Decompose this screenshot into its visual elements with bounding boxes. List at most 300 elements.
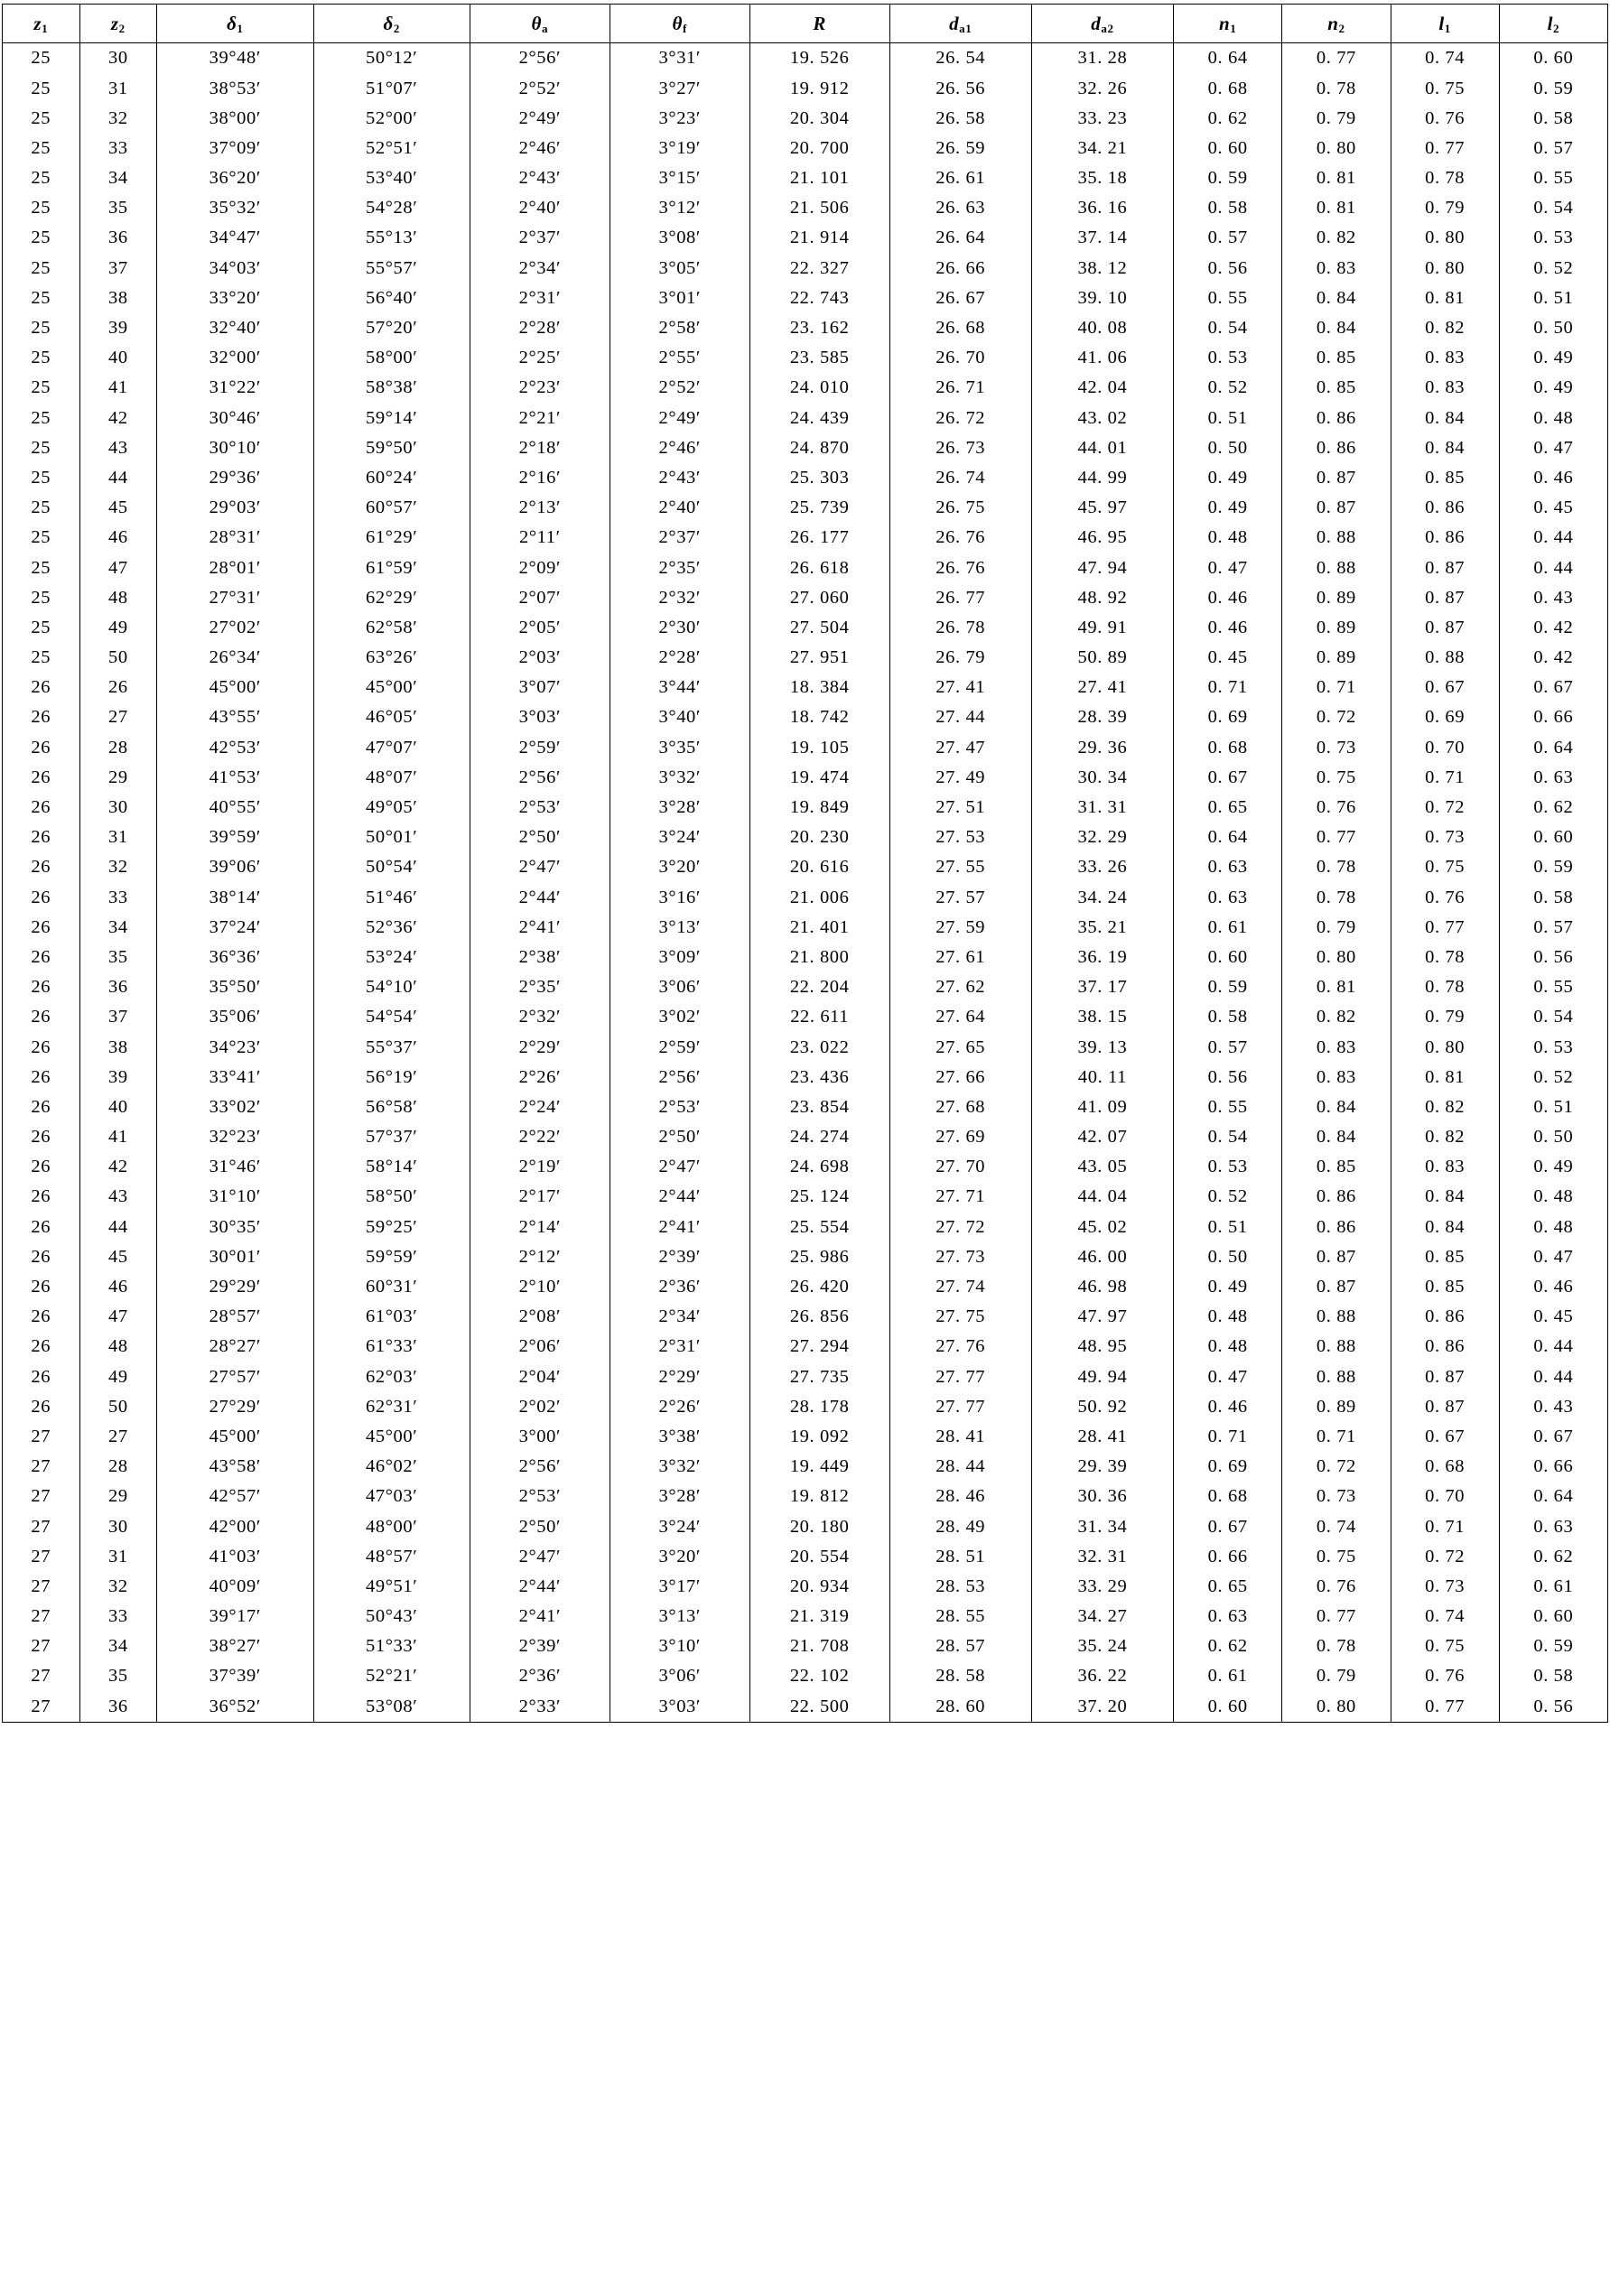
cell-l1: 0. 73 (1391, 1572, 1499, 1602)
cell-n1: 0. 45 (1174, 643, 1282, 673)
cell-n2: 0. 86 (1282, 1182, 1391, 1212)
cell-n1: 0. 55 (1174, 1092, 1282, 1122)
cell-z1: 27 (3, 1452, 80, 1482)
cell-n2: 0. 77 (1282, 823, 1391, 852)
cell-l2: 0. 63 (1499, 763, 1607, 793)
cell-l2: 0. 62 (1499, 793, 1607, 823)
cell-theta_f: 3°12′ (610, 193, 749, 223)
cell-R: 27. 294 (749, 1332, 889, 1362)
cell-l2: 0. 53 (1499, 1032, 1607, 1062)
cell-n1: 0. 51 (1174, 403, 1282, 432)
cell-l1: 0. 71 (1391, 763, 1499, 793)
cell-l1: 0. 75 (1391, 1631, 1499, 1661)
cell-n2: 0. 86 (1282, 1212, 1391, 1241)
cell-da1: 27. 62 (889, 972, 1031, 1002)
table-row (3, 1691, 1608, 1722)
cell-theta_f: 2°35′ (610, 553, 749, 582)
cell-theta_a: 2°04′ (470, 1362, 610, 1391)
cell-da1: 28. 58 (889, 1661, 1031, 1691)
cell-da2: 34. 24 (1031, 882, 1173, 912)
cell-theta_f: 2°44′ (610, 1182, 749, 1212)
cell-l2: 0. 58 (1499, 882, 1607, 912)
cell-theta_f: 2°26′ (610, 1391, 749, 1421)
cell-R: 19. 849 (749, 793, 889, 823)
table-row (3, 943, 1608, 972)
cell-theta_f: 2°50′ (610, 1122, 749, 1152)
cell-l1: 0. 84 (1391, 432, 1499, 462)
cell-z1: 27 (3, 1691, 80, 1722)
column-header-subscript: a (542, 22, 549, 36)
cell-d2: 58°38′ (313, 373, 470, 403)
cell-z2: 49 (79, 613, 157, 643)
cell-z2: 26 (79, 673, 157, 702)
table-row (3, 1482, 1608, 1511)
cell-theta_f: 3°23′ (610, 103, 749, 133)
cell-da1: 27. 75 (889, 1302, 1031, 1332)
cell-z2: 33 (79, 882, 157, 912)
cell-l2: 0. 54 (1499, 193, 1607, 223)
cell-z2: 40 (79, 1092, 157, 1122)
cell-R: 21. 708 (749, 1631, 889, 1661)
cell-d2: 59°59′ (313, 1242, 470, 1272)
cell-n2: 0. 77 (1282, 43, 1391, 74)
cell-theta_a: 2°21′ (470, 403, 610, 432)
cell-da2: 42. 07 (1031, 1122, 1173, 1152)
table-row (3, 253, 1608, 283)
column-header-symbol: θ (531, 12, 543, 34)
column-header-l1 (1391, 5, 1499, 43)
cell-d2: 51°33′ (313, 1631, 470, 1661)
cell-z2: 32 (79, 1572, 157, 1602)
cell-R: 19. 526 (749, 43, 889, 74)
cell-z2: 28 (79, 732, 157, 762)
cell-d2: 52°51′ (313, 134, 470, 163)
cell-n1: 0. 48 (1174, 523, 1282, 553)
cell-z1: 25 (3, 343, 80, 373)
table-row (3, 912, 1608, 942)
cell-d1: 38°14′ (157, 882, 313, 912)
table-row (3, 643, 1608, 673)
cell-R: 21. 101 (749, 163, 889, 193)
cell-theta_f: 3°02′ (610, 1002, 749, 1032)
cell-R: 19. 812 (749, 1482, 889, 1511)
cell-l2: 0. 48 (1499, 403, 1607, 432)
column-header-theta_f (610, 5, 749, 43)
cell-theta_a: 2°12′ (470, 1242, 610, 1272)
cell-l2: 0. 64 (1499, 1482, 1607, 1511)
cell-l2: 0. 56 (1499, 1691, 1607, 1722)
cell-theta_f: 3°24′ (610, 1511, 749, 1541)
column-header-n1 (1174, 5, 1282, 43)
cell-da2: 27. 41 (1031, 673, 1173, 702)
cell-z2: 41 (79, 373, 157, 403)
table-row (3, 1631, 1608, 1661)
cell-theta_a: 2°16′ (470, 463, 610, 493)
cell-n2: 0. 78 (1282, 1631, 1391, 1661)
cell-theta_a: 2°25′ (470, 343, 610, 373)
cell-theta_f: 3°16′ (610, 882, 749, 912)
cell-d2: 54°54′ (313, 1002, 470, 1032)
cell-theta_f: 3°32′ (610, 1452, 749, 1482)
cell-n1: 0. 64 (1174, 43, 1282, 74)
cell-da2: 41. 09 (1031, 1092, 1173, 1122)
cell-da1: 26. 79 (889, 643, 1031, 673)
table-row (3, 702, 1608, 732)
cell-d1: 42°53′ (157, 732, 313, 762)
cell-l1: 0. 76 (1391, 1661, 1499, 1691)
cell-theta_f: 2°41′ (610, 1212, 749, 1241)
cell-l2: 0. 45 (1499, 493, 1607, 523)
cell-l1: 0. 79 (1391, 1002, 1499, 1032)
cell-n2: 0. 79 (1282, 103, 1391, 133)
cell-theta_f: 2°30′ (610, 613, 749, 643)
cell-n1: 0. 57 (1174, 223, 1282, 253)
cell-z1: 27 (3, 1482, 80, 1511)
cell-R: 20. 700 (749, 134, 889, 163)
column-header-symbol: n (1218, 12, 1231, 34)
cell-l1: 0. 83 (1391, 1152, 1499, 1182)
cell-da2: 30. 34 (1031, 763, 1173, 793)
cell-d1: 38°00′ (157, 103, 313, 133)
cell-l1: 0. 68 (1391, 1452, 1499, 1482)
column-header-symbol: δ (227, 12, 237, 34)
cell-da1: 28. 49 (889, 1511, 1031, 1541)
cell-d1: 43°58′ (157, 1452, 313, 1482)
cell-z1: 27 (3, 1631, 80, 1661)
cell-da1: 26. 66 (889, 253, 1031, 283)
cell-theta_a: 2°13′ (470, 493, 610, 523)
table-row (3, 1152, 1608, 1182)
cell-da1: 28. 57 (889, 1631, 1031, 1661)
cell-l2: 0. 51 (1499, 284, 1607, 313)
table-row (3, 1212, 1608, 1241)
cell-n2: 0. 82 (1282, 1002, 1391, 1032)
cell-n1: 0. 58 (1174, 193, 1282, 223)
table-row (3, 1602, 1608, 1631)
cell-z2: 39 (79, 313, 157, 343)
cell-R: 25. 124 (749, 1182, 889, 1212)
cell-d2: 52°21′ (313, 1661, 470, 1691)
cell-z2: 49 (79, 1362, 157, 1391)
cell-z1: 26 (3, 1302, 80, 1332)
table-row (3, 1092, 1608, 1122)
cell-theta_f: 3°27′ (610, 73, 749, 103)
table-row (3, 823, 1608, 852)
cell-d2: 47°07′ (313, 732, 470, 762)
table-row (3, 103, 1608, 133)
cell-theta_f: 2°53′ (610, 1092, 749, 1122)
cell-R: 20. 180 (749, 1511, 889, 1541)
cell-da1: 27. 72 (889, 1212, 1031, 1241)
table-row (3, 673, 1608, 702)
cell-l2: 0. 42 (1499, 643, 1607, 673)
cell-da2: 36. 22 (1031, 1661, 1173, 1691)
cell-z1: 25 (3, 163, 80, 193)
table-row (3, 1182, 1608, 1212)
cell-theta_f: 3°13′ (610, 1602, 749, 1631)
column-header-subscript: 2 (1553, 22, 1560, 36)
cell-theta_a: 2°41′ (470, 912, 610, 942)
cell-n2: 0. 79 (1282, 1661, 1391, 1691)
cell-n2: 0. 88 (1282, 523, 1391, 553)
cell-l1: 0. 77 (1391, 1691, 1499, 1722)
cell-R: 18. 384 (749, 673, 889, 702)
cell-z2: 33 (79, 1602, 157, 1631)
cell-z1: 26 (3, 1092, 80, 1122)
cell-z1: 25 (3, 313, 80, 343)
column-header-subscript: 2 (1338, 22, 1345, 36)
cell-theta_a: 2°41′ (470, 1602, 610, 1631)
cell-z2: 30 (79, 1511, 157, 1541)
cell-n1: 0. 56 (1174, 1062, 1282, 1092)
cell-theta_a: 2°49′ (470, 103, 610, 133)
cell-d1: 39°48′ (157, 43, 313, 74)
cell-l1: 0. 87 (1391, 1362, 1499, 1391)
cell-da2: 48. 92 (1031, 582, 1173, 612)
cell-l2: 0. 56 (1499, 943, 1607, 972)
cell-z2: 42 (79, 403, 157, 432)
cell-l1: 0. 78 (1391, 972, 1499, 1002)
column-header-theta_a (470, 5, 610, 43)
cell-n1: 0. 63 (1174, 882, 1282, 912)
column-header-z2 (79, 5, 157, 43)
cell-theta_a: 2°44′ (470, 882, 610, 912)
cell-n2: 0. 71 (1282, 673, 1391, 702)
cell-R: 27. 060 (749, 582, 889, 612)
cell-theta_f: 3°01′ (610, 284, 749, 313)
cell-d1: 33°41′ (157, 1062, 313, 1092)
cell-l1: 0. 87 (1391, 582, 1499, 612)
cell-l1: 0. 75 (1391, 73, 1499, 103)
cell-n1: 0. 53 (1174, 1152, 1282, 1182)
cell-z1: 25 (3, 613, 80, 643)
cell-l2: 0. 67 (1499, 1422, 1607, 1452)
cell-da2: 37. 14 (1031, 223, 1173, 253)
cell-z1: 26 (3, 1391, 80, 1421)
cell-da2: 31. 34 (1031, 1511, 1173, 1541)
cell-l1: 0. 80 (1391, 1032, 1499, 1062)
cell-theta_a: 2°47′ (470, 852, 610, 882)
cell-l2: 0. 43 (1499, 582, 1607, 612)
table-row (3, 972, 1608, 1002)
cell-d2: 57°20′ (313, 313, 470, 343)
cell-da1: 27. 57 (889, 882, 1031, 912)
cell-n1: 0. 49 (1174, 463, 1282, 493)
cell-z2: 47 (79, 1302, 157, 1332)
column-header-subscript: 2 (393, 22, 400, 36)
cell-d1: 39°59′ (157, 823, 313, 852)
cell-da1: 27. 73 (889, 1242, 1031, 1272)
cell-da1: 26. 78 (889, 613, 1031, 643)
column-header-symbol: l (1438, 12, 1445, 34)
cell-da1: 26. 54 (889, 43, 1031, 74)
cell-z1: 25 (3, 193, 80, 223)
table-row (3, 1002, 1608, 1032)
cell-da2: 38. 12 (1031, 253, 1173, 283)
cell-theta_f: 3°40′ (610, 702, 749, 732)
cell-z1: 25 (3, 43, 80, 74)
cell-z1: 26 (3, 673, 80, 702)
cell-d1: 32°23′ (157, 1122, 313, 1152)
cell-n2: 0. 75 (1282, 1541, 1391, 1571)
cell-da1: 28. 51 (889, 1541, 1031, 1571)
cell-d1: 45°00′ (157, 673, 313, 702)
column-header-symbol: z (33, 12, 42, 34)
cell-l2: 0. 48 (1499, 1182, 1607, 1212)
cell-z2: 36 (79, 223, 157, 253)
cell-theta_a: 2°14′ (470, 1212, 610, 1241)
cell-l1: 0. 87 (1391, 613, 1499, 643)
cell-da2: 44. 04 (1031, 1182, 1173, 1212)
cell-d2: 56°58′ (313, 1092, 470, 1122)
cell-R: 20. 230 (749, 823, 889, 852)
cell-theta_a: 2°34′ (470, 253, 610, 283)
cell-l1: 0. 67 (1391, 673, 1499, 702)
cell-theta_a: 2°10′ (470, 1272, 610, 1302)
cell-da1: 26. 63 (889, 193, 1031, 223)
cell-z1: 27 (3, 1661, 80, 1691)
cell-l1: 0. 87 (1391, 1391, 1499, 1421)
cell-z2: 27 (79, 1422, 157, 1452)
cell-z2: 34 (79, 163, 157, 193)
cell-n1: 0. 54 (1174, 313, 1282, 343)
table-row (3, 1541, 1608, 1571)
cell-n2: 0. 88 (1282, 553, 1391, 582)
cell-z1: 26 (3, 1032, 80, 1062)
cell-l2: 0. 67 (1499, 673, 1607, 702)
cell-theta_a: 2°37′ (470, 223, 610, 253)
cell-n1: 0. 68 (1174, 1482, 1282, 1511)
cell-d2: 52°36′ (313, 912, 470, 942)
cell-n1: 0. 50 (1174, 1242, 1282, 1272)
cell-theta_a: 2°17′ (470, 1182, 610, 1212)
column-header-subscript: 1 (237, 22, 244, 36)
column-header-symbol: n (1327, 12, 1339, 34)
cell-theta_f: 3°28′ (610, 1482, 749, 1511)
cell-d1: 31°46′ (157, 1152, 313, 1182)
cell-z1: 26 (3, 793, 80, 823)
cell-d1: 29°29′ (157, 1272, 313, 1302)
cell-n1: 0. 64 (1174, 823, 1282, 852)
cell-theta_f: 3°05′ (610, 253, 749, 283)
cell-z1: 27 (3, 1602, 80, 1631)
cell-R: 19. 449 (749, 1452, 889, 1482)
cell-z1: 26 (3, 702, 80, 732)
cell-da2: 44. 99 (1031, 463, 1173, 493)
cell-R: 26. 420 (749, 1272, 889, 1302)
cell-l2: 0. 45 (1499, 1302, 1607, 1332)
cell-n1: 0. 71 (1174, 1422, 1282, 1452)
cell-theta_a: 2°40′ (470, 193, 610, 223)
cell-da1: 26. 58 (889, 103, 1031, 133)
cell-d2: 62°31′ (313, 1391, 470, 1421)
cell-theta_a: 2°07′ (470, 582, 610, 612)
cell-da1: 27. 49 (889, 763, 1031, 793)
cell-theta_a: 2°06′ (470, 1332, 610, 1362)
cell-z2: 47 (79, 553, 157, 582)
cell-l2: 0. 46 (1499, 1272, 1607, 1302)
cell-theta_a: 2°22′ (470, 1122, 610, 1152)
cell-n1: 0. 71 (1174, 673, 1282, 702)
cell-l1: 0. 84 (1391, 1182, 1499, 1212)
cell-l1: 0. 80 (1391, 253, 1499, 283)
cell-R: 20. 616 (749, 852, 889, 882)
cell-n2: 0. 76 (1282, 793, 1391, 823)
cell-z1: 25 (3, 373, 80, 403)
cell-z2: 31 (79, 823, 157, 852)
cell-l2: 0. 54 (1499, 1002, 1607, 1032)
cell-da2: 45. 97 (1031, 493, 1173, 523)
cell-theta_a: 2°44′ (470, 1572, 610, 1602)
cell-l1: 0. 69 (1391, 702, 1499, 732)
table-row (3, 793, 1608, 823)
cell-l1: 0. 84 (1391, 1212, 1499, 1241)
cell-n1: 0. 67 (1174, 1511, 1282, 1541)
cell-z2: 43 (79, 432, 157, 462)
cell-da1: 28. 53 (889, 1572, 1031, 1602)
cell-theta_f: 3°24′ (610, 823, 749, 852)
cell-l1: 0. 82 (1391, 1092, 1499, 1122)
cell-R: 24. 439 (749, 403, 889, 432)
cell-l1: 0. 85 (1391, 1242, 1499, 1272)
cell-d2: 52°00′ (313, 103, 470, 133)
cell-z1: 25 (3, 223, 80, 253)
cell-da1: 27. 53 (889, 823, 1031, 852)
cell-da2: 37. 20 (1031, 1691, 1173, 1722)
table-row (3, 882, 1608, 912)
cell-z1: 26 (3, 972, 80, 1002)
cell-da1: 26. 61 (889, 163, 1031, 193)
cell-da2: 33. 23 (1031, 103, 1173, 133)
cell-da1: 27. 41 (889, 673, 1031, 702)
cell-z1: 25 (3, 582, 80, 612)
table-row (3, 1332, 1608, 1362)
cell-R: 22. 204 (749, 972, 889, 1002)
cell-d2: 62°29′ (313, 582, 470, 612)
table-row (3, 582, 1608, 612)
cell-l2: 0. 60 (1499, 823, 1607, 852)
cell-R: 22. 743 (749, 284, 889, 313)
cell-d2: 50°54′ (313, 852, 470, 882)
table-row (3, 1122, 1608, 1152)
cell-da2: 28. 39 (1031, 702, 1173, 732)
cell-theta_f: 2°46′ (610, 432, 749, 462)
cell-d2: 54°10′ (313, 972, 470, 1002)
cell-d1: 41°03′ (157, 1541, 313, 1571)
cell-n1: 0. 62 (1174, 103, 1282, 133)
cell-n1: 0. 49 (1174, 1272, 1282, 1302)
cell-n2: 0. 73 (1282, 1482, 1391, 1511)
cell-R: 20. 554 (749, 1541, 889, 1571)
table-row (3, 73, 1608, 103)
table-row (3, 223, 1608, 253)
cell-da2: 30. 36 (1031, 1482, 1173, 1511)
table-row (3, 134, 1608, 163)
cell-d1: 42°00′ (157, 1511, 313, 1541)
cell-n2: 0. 85 (1282, 343, 1391, 373)
cell-z1: 25 (3, 73, 80, 103)
cell-theta_a: 2°02′ (470, 1391, 610, 1421)
cell-d1: 37°39′ (157, 1661, 313, 1691)
cell-theta_f: 2°56′ (610, 1062, 749, 1092)
cell-n1: 0. 67 (1174, 763, 1282, 793)
cell-R: 21. 319 (749, 1602, 889, 1631)
table-row (3, 852, 1608, 882)
cell-l2: 0. 58 (1499, 1661, 1607, 1691)
cell-z2: 40 (79, 343, 157, 373)
cell-l1: 0. 71 (1391, 1511, 1499, 1541)
cell-z2: 46 (79, 1272, 157, 1302)
